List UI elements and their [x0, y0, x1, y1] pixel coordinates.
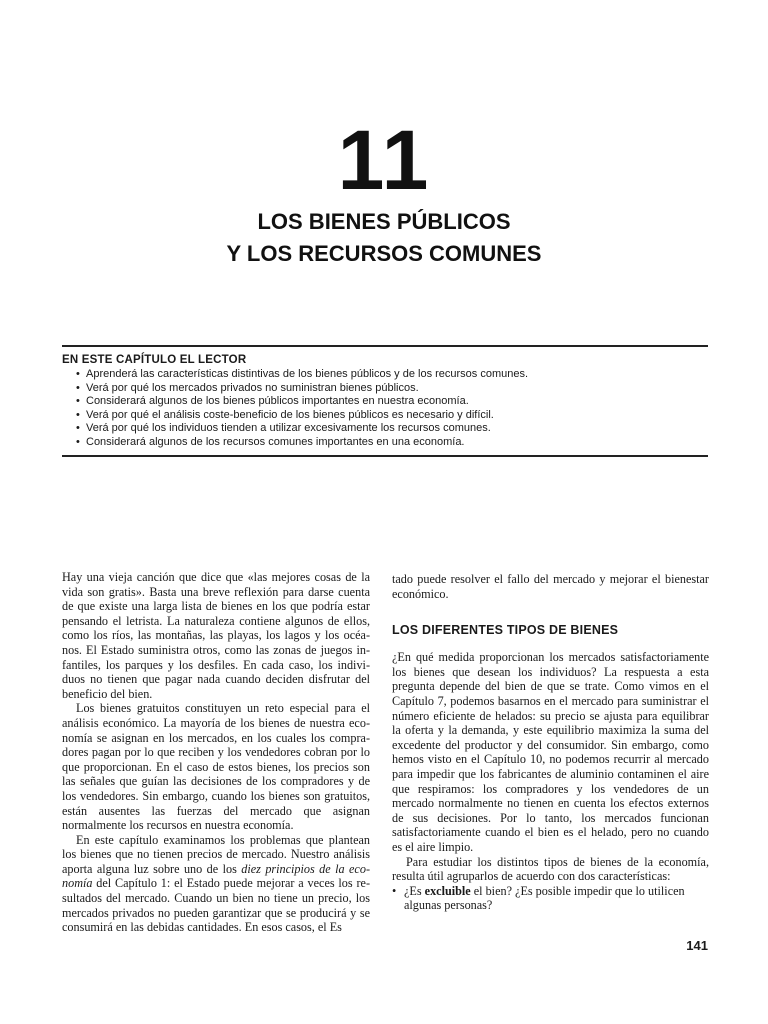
principles-reference: diez principios de la economía — [62, 861, 370, 891]
objectives-heading: EN ESTE CAPÍTULO EL LECTOR — [62, 354, 247, 366]
section-heading: LOS DIFERENTES TIPOS DE BIENES — [392, 623, 619, 638]
objective-item: • Aprenderá las características distintivas de los bienes públicos y de los recursos comunes. — [76, 368, 708, 382]
chapter-title — [0, 206, 768, 270]
objective-item: • Verá por qué los mercados privados no suministran bienes públicos. — [76, 382, 708, 396]
chapter-number: 11 — [337, 113, 431, 207]
left-text-column — [62, 570, 370, 935]
paragraph-text: En este capítulo examinamos los problemas que plantean los bienes que no tienen precios de mercado. Nuestro análisis aporta alguna luz sobre uno de los — [62, 832, 370, 876]
body-paragraph — [62, 833, 370, 935]
paragraph-text: del Capítulo 1: el Estado puede mejorar a veces los resultados del mercado. Cuando un bien no tiene un precio, los mercados privados no pueden garantizar que se producirá y se consumirá en las debidas cantidades. En esos casos, el Es — [62, 876, 370, 935]
objective-item: • Verá por qué el análisis coste-beneficio de los bienes públicos es necesario y difícil. — [76, 409, 708, 423]
body-paragraph: ¿En qué medida proporcionan los mercados satisfactoriamente los bienes que desean los individuos? La respuesta a esta pregunta depende del bien de que se trate. Como vimos en el Capítulo 7, podemos basarnos en el mercado para suministrar el número eficiente de helados: su precio se ajusta para equilibrar la oferta y la demanda, y este equilibrio maximiza la suma del excedente del productor y del consumidor. Sin embargo, como hemos visto en el Capítulo 10, no podemos recurrir al mercado para impedir que los fabricantes de aluminio contaminen el aire que respiramos: los compradores y los vendedores de un mercado normalmente no tienen en cuenta los efectos externos de sus decisiones. Por lo tanto, los mercados funcionan satisfactoriamente cuando el bien es el helado, pero no cuando es el aire limpio. — [392, 650, 709, 854]
chapter-objectives-box — [62, 345, 708, 457]
body-paragraph: tado puede resolver el fallo del mercado y mejorar el bienestar económico. — [392, 572, 709, 601]
body-paragraph: Los bienes gratuitos constituyen un reto especial para el análisis económico. La mayoría de los bienes de nuestra economía se asignan en los mercados, en los cuales los compradores pagan por lo que reciben y los vendedores cobran por lo que proporcionan. En el caso de estos bienes, los precios son las señales que guían las decisiones de los compradores y de los vendedores. Sin embargo, cuando los bienes son gratuitos, están ausentes las fuerzas del mercado que asignan normalmente los recursos en nuestra economía. — [62, 701, 370, 833]
objective-item: • Considerará algunos de los bienes públicos importantes en nuestra economía. — [76, 395, 708, 409]
objectives-list — [62, 368, 708, 449]
body-paragraph: Hay una vieja canción que dice que «las mejores cosas de la vida son gratis». Basta una breve reflexión para darse cuenta de que existe una larga lista de bienes en los que podría estar pensando el letrista. La naturaleza contiene algunos de ellos, como los ríos, las montañas, las playas, los lagos y los océanos. El Estado suministra otros, como las zonas de juegos infantiles, los parques y los desfiles. En cada caso, los individuos no tienen que pagar nada cuando deciden disfrutar del beneficio del bien. — [62, 570, 370, 701]
chapter-title-line-2: Y LOS RECURSOS COMUNES — [226, 241, 542, 266]
objective-item: • Verá por qué los individuos tienden a utilizar excesivamente los recursos comunes. — [76, 422, 708, 436]
objective-item: • Considerará algunos de los recursos comunes importantes en una economía. — [76, 436, 708, 450]
chapter-title-line-1: LOS BIENES PÚBLICOS — [257, 209, 511, 234]
bullet-item — [392, 884, 709, 913]
key-term: excluible — [424, 883, 471, 898]
bullet-text: ¿Es — [404, 883, 425, 898]
right-text-column — [392, 572, 709, 913]
bullet-text: el bien? ¿Es posible impedir que lo utilicen algunas personas? — [404, 883, 685, 913]
page-number: 141 — [686, 938, 708, 953]
body-paragraph: Para estudiar los distintos tipos de bienes de la economía, resulta útil agruparlos de acuerdo con dos características: — [392, 854, 709, 884]
